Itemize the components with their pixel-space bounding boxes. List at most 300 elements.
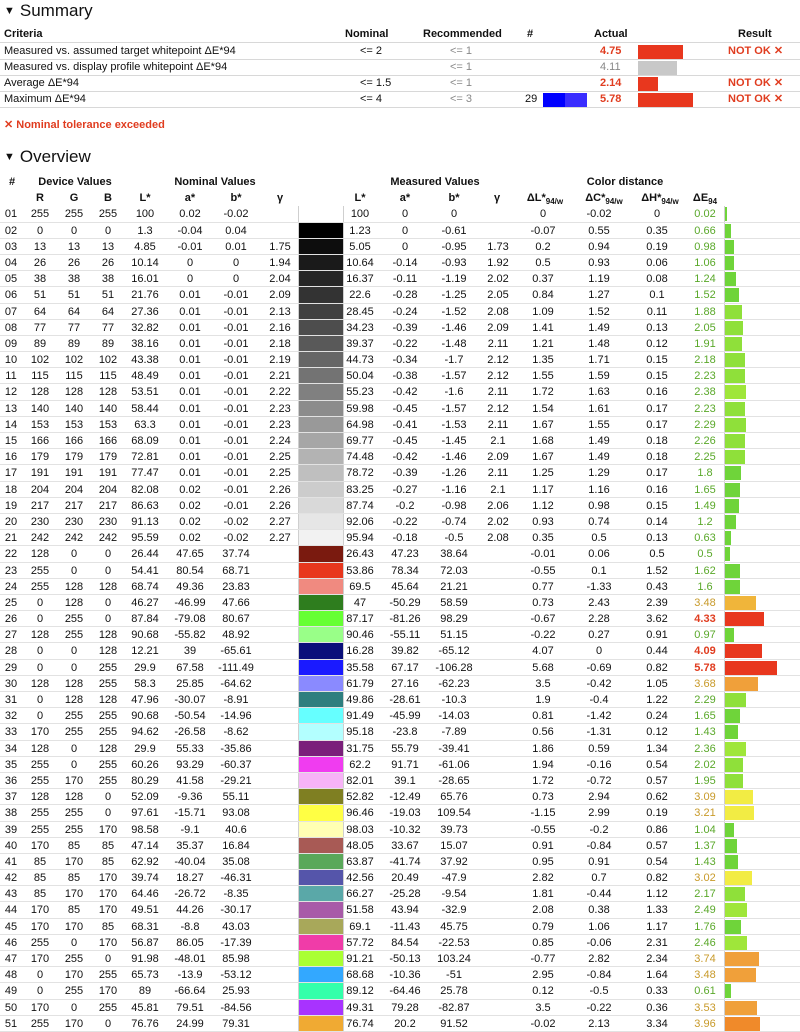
delta-H: 0.57: [646, 839, 668, 852]
nominal-b: -8.62: [223, 726, 249, 739]
delta-C: 2.13: [588, 1017, 610, 1030]
nominal-L: 90.68: [131, 710, 159, 723]
measured-b: -0.95: [441, 240, 467, 253]
device-b: 255: [98, 758, 118, 771]
device-r: 0: [36, 694, 44, 706]
measured-a: -10.32: [389, 823, 421, 836]
device-g: 0: [70, 224, 78, 237]
delta-e-bar: [725, 774, 743, 788]
overview-row: [0, 206, 800, 222]
nominal-color-swatch: [298, 287, 343, 303]
delta-e-bar: [725, 968, 756, 982]
delta-C: 0.27: [588, 629, 610, 642]
nominal-gamma: 2.27: [269, 515, 291, 528]
nominal-b: -0.02: [223, 515, 249, 528]
measured-L: 74.48: [346, 451, 374, 464]
measured-b: 91.52: [440, 1017, 468, 1030]
nominal-a: -66.64: [174, 985, 206, 998]
nominal-a: 86.05: [176, 936, 204, 949]
device-r: 128: [30, 742, 50, 755]
overview-row: [0, 546, 800, 562]
measured-a: -0.14: [392, 256, 418, 269]
summary-toggle[interactable]: [0, 0, 800, 22]
measured-a: 45.64: [391, 580, 419, 593]
measured-L: 22.6: [349, 289, 371, 302]
overview-row: [0, 1016, 800, 1032]
delta-E: 1.62: [694, 564, 716, 577]
device-r: 255: [30, 758, 50, 771]
device-r: 170: [30, 726, 50, 739]
nominal-a: 0: [186, 256, 194, 269]
col-a: a*: [184, 192, 196, 205]
device-g: 255: [64, 823, 84, 836]
delta-L: 1.81: [532, 888, 554, 901]
delta-E: 2.23: [694, 370, 716, 383]
delta-e-bar: [725, 855, 738, 869]
delta-e-bar: [725, 612, 764, 626]
nominal-tolerance-note: ✕ Nominal tolerance exceeded: [4, 119, 165, 131]
patch-number: 01: [4, 208, 18, 221]
device-g: 179: [64, 451, 84, 464]
device-r: 255: [30, 1017, 50, 1030]
device-g: 128: [64, 791, 84, 804]
delta-H: 0.16: [646, 386, 668, 399]
delta-e-bar: [725, 256, 734, 270]
device-b: 0: [104, 224, 112, 237]
delta-C: -0.16: [586, 758, 612, 771]
nominal-b: -0.01: [223, 305, 249, 318]
delta-E: 1.65: [694, 710, 716, 723]
device-r: 128: [30, 677, 50, 690]
overview-row: [0, 611, 800, 627]
delta-H: 1.05: [646, 677, 668, 690]
measured-a: 43.94: [391, 904, 419, 917]
patch-number: 27: [4, 629, 18, 642]
measured-L: 76.74: [346, 1017, 374, 1030]
nominal-a: -13.9: [177, 969, 203, 982]
delta-C: 0: [595, 645, 603, 658]
device-g: 26: [67, 256, 81, 269]
nominal-cell: <= 1.5: [360, 77, 392, 89]
delta-L: 1.67: [532, 418, 554, 431]
measured-a: -10.36: [389, 969, 421, 982]
overview-column-header-row: [0, 190, 800, 206]
device-r: 85: [33, 872, 47, 885]
device-b: 242: [98, 532, 118, 545]
nominal-gamma: 2.25: [269, 467, 291, 480]
device-r: 128: [30, 548, 50, 561]
result-status: NOT OK ✕: [728, 93, 784, 105]
delta-H: 0.15: [646, 370, 668, 383]
delta-L: 2.95: [532, 969, 554, 982]
delta-C: 0.7: [591, 872, 607, 885]
delta-H: 0.15: [646, 499, 668, 512]
nominal-a: 0: [186, 273, 194, 286]
delta-H: 1.17: [646, 920, 668, 933]
device-r: 255: [30, 774, 50, 787]
overview-row: [0, 1000, 800, 1016]
measured-L: 82.01: [346, 774, 374, 787]
delta-L: 4.07: [532, 645, 554, 658]
delta-L: 1.21: [532, 337, 554, 350]
device-b: 166: [98, 435, 118, 447]
delta-e-bar: [725, 224, 731, 238]
patch-number: 25: [4, 596, 18, 609]
measured-b: 39.73: [440, 823, 468, 836]
overview-toggle[interactable]: [0, 146, 91, 168]
device-b: 0: [104, 807, 112, 820]
nominal-b: -0.01: [223, 386, 249, 399]
nominal-b: -17.39: [220, 936, 252, 949]
measured-b: -0.98: [441, 499, 467, 512]
device-r: 0: [36, 596, 44, 609]
nominal-color-swatch: [298, 530, 343, 546]
measured-a: 33.67: [391, 839, 419, 852]
delta-L: -0.55: [530, 564, 556, 577]
delta-H: 0.43: [646, 580, 668, 593]
col-ma: a*: [399, 192, 411, 205]
delta-H: 0.16: [646, 483, 668, 496]
overview-row: [0, 708, 800, 724]
summary-row: [0, 75, 800, 91]
device-r: 128: [30, 386, 50, 399]
delta-L: 0.79: [532, 920, 554, 933]
nominal-b: 25.93: [222, 985, 250, 998]
nominal-color-swatch: [298, 643, 343, 659]
measured-b: -62.23: [438, 677, 470, 690]
nominal-a: -0.04: [177, 224, 203, 237]
device-b: 26: [101, 256, 115, 269]
actual-value: 4.11: [600, 61, 621, 73]
actual-bar: [638, 45, 683, 59]
delta-L: 0.95: [532, 855, 554, 868]
overview-row: [0, 951, 800, 967]
nominal-a: 24.99: [176, 1017, 204, 1030]
nominal-b: 0.04: [225, 224, 247, 237]
nominal-color-swatch: [298, 514, 343, 530]
collapse-triangle-icon[interactable]: ▼: [4, 5, 15, 17]
measured-L: 78.72: [346, 467, 374, 480]
measured-L: 69.5: [349, 580, 371, 593]
patch-number: 07: [4, 305, 18, 318]
patch-number: 06: [4, 289, 18, 302]
nominal-a: 0.01: [179, 370, 201, 383]
nominal-L: 46.27: [131, 596, 159, 609]
nominal-b: -0.01: [223, 289, 249, 302]
overview-group-header-row: [0, 174, 800, 190]
actual-bar: [638, 93, 693, 107]
delta-e-bar: [725, 531, 731, 545]
measured-a: -11.43: [389, 920, 421, 933]
delta-C: -0.22: [586, 1001, 612, 1014]
measured-a: -50.13: [389, 953, 421, 965]
delta-L: 0.12: [532, 985, 554, 998]
nominal-a: 39: [183, 645, 197, 658]
delta-E: 2.25: [694, 451, 716, 464]
delta-L: 1.67: [532, 451, 554, 464]
delta-e-bar: [725, 547, 730, 561]
device-b: 170: [98, 823, 118, 836]
device-g: 0: [70, 936, 78, 949]
nominal-b: -0.01: [223, 354, 249, 367]
delta-E: 1.91: [694, 337, 716, 350]
device-g: 140: [64, 402, 84, 415]
overview-row: [0, 449, 800, 465]
measured-a: -0.39: [392, 467, 418, 480]
delta-L: 1.55: [532, 370, 554, 383]
measured-a: -81.26: [389, 613, 421, 626]
nominal-color-swatch: [298, 595, 343, 611]
nominal-color-swatch: [298, 902, 343, 918]
measured-a: -23.8: [392, 726, 418, 739]
delta-C: 0.1: [591, 564, 607, 577]
measured-L: 35.58: [346, 661, 374, 674]
device-g: 0: [70, 645, 78, 658]
delta-H: 0.06: [646, 256, 668, 269]
delta-L: -0.55: [530, 823, 556, 836]
nominal-b: -0.01: [223, 321, 249, 334]
delta-C: -0.5: [589, 985, 609, 998]
device-r: 102: [30, 354, 50, 367]
device-b: 13: [101, 240, 115, 253]
overview-row: [0, 919, 800, 935]
delta-e-bar: [725, 369, 745, 383]
delta-E: 5.78: [694, 661, 716, 674]
result-status: NOT OK ✕: [728, 45, 784, 57]
measured-b: -39.41: [438, 742, 470, 755]
nominal-L: 10.14: [131, 256, 159, 269]
delta-C: 2.82: [588, 953, 610, 965]
device-g: 128: [64, 386, 84, 399]
nominal-L: 16.01: [131, 273, 159, 286]
measured-gamma: 2.1: [490, 435, 506, 447]
nominal-b: -84.56: [220, 1001, 252, 1014]
nominal-L: 95.59: [131, 532, 159, 545]
patch-number: 48: [4, 969, 18, 982]
measured-b: -22.53: [438, 936, 470, 949]
measured-a: -64.46: [389, 985, 421, 998]
delta-E: 1.43: [694, 855, 716, 868]
device-r: 0: [36, 645, 44, 658]
device-g: 0: [70, 742, 78, 755]
delta-e-bar: [725, 742, 746, 756]
delta-e-bar: [725, 920, 741, 934]
delta-e-bar: [725, 628, 734, 642]
nominal-color-swatch: [298, 708, 343, 724]
device-g: 170: [64, 774, 84, 787]
device-b: 51: [101, 289, 115, 302]
measured-b: -1.19: [441, 273, 467, 286]
measured-b: -0.61: [441, 224, 467, 237]
nominal-color-swatch: [298, 951, 343, 967]
device-r: 255: [30, 580, 50, 593]
delta-L: 1.12: [532, 499, 554, 512]
delta-E: 1.6: [697, 580, 713, 593]
delta-E: 1.04: [694, 823, 716, 836]
nominal-L: 60.26: [131, 758, 159, 771]
measured-b: 103.24: [437, 953, 471, 965]
delta-e-bar: [725, 677, 758, 691]
device-b: 0: [104, 564, 112, 577]
patch-number: 42: [4, 872, 18, 885]
nominal-gamma: 2.23: [269, 402, 291, 415]
nominal-b: 43.03: [222, 920, 250, 933]
measured-a: 91.71: [391, 758, 419, 771]
delta-C: 0.74: [588, 515, 610, 528]
delta-e-bar: [725, 272, 736, 286]
delta-E: 2.02: [694, 758, 716, 771]
measured-a: -28.61: [389, 694, 421, 706]
nominal-color-swatch: [298, 983, 343, 999]
measured-a: 79.28: [391, 1001, 419, 1014]
nominal-a: 18.27: [176, 872, 204, 885]
delta-H: 1.52: [646, 564, 668, 577]
overview-row: [0, 223, 800, 239]
device-b: 0: [104, 613, 112, 626]
nominal-color-swatch: [298, 773, 343, 789]
nominal-a: -48.01: [174, 953, 206, 965]
measured-b: 51.15: [440, 629, 468, 642]
device-r: 0: [36, 985, 44, 998]
device-r: 170: [30, 839, 50, 852]
device-r: 38: [33, 273, 47, 286]
nominal-L: 68.74: [131, 580, 159, 593]
device-r: 230: [30, 515, 50, 528]
measured-L: 52.82: [346, 791, 374, 804]
nominal-L: 1.3: [137, 224, 153, 237]
delta-L: 3.5: [535, 677, 551, 690]
delta-L: 0.56: [532, 726, 554, 739]
device-r: 242: [30, 532, 50, 545]
nominal-b: -46.31: [220, 872, 252, 885]
nominal-b: 80.67: [222, 613, 250, 626]
delta-H: 1.64: [646, 969, 668, 982]
nominal-b: -111.49: [218, 661, 254, 674]
delta-E: 2.46: [694, 936, 716, 949]
patch-number: 31: [4, 694, 18, 706]
device-g: 128: [64, 677, 84, 690]
measured-gamma: 2.11: [487, 386, 509, 399]
device-b: 102: [98, 354, 118, 367]
delta-C: 1.71: [588, 354, 610, 367]
delta-E: 2.26: [694, 435, 716, 447]
measured-b: 72.03: [440, 564, 468, 577]
device-g: 64: [67, 305, 81, 318]
delta-H: 2.34: [646, 953, 668, 965]
delta-L: 0.91: [532, 839, 554, 852]
measured-b: -51: [446, 969, 462, 982]
nominal-b: -53.12: [220, 969, 252, 982]
delta-e-bar: [725, 515, 736, 529]
device-g: 255: [64, 629, 84, 642]
nominal-color-swatch: [298, 271, 343, 287]
delta-H: 0.19: [646, 240, 668, 253]
patch-number: 15: [4, 435, 18, 447]
measured-b: 58.59: [440, 596, 468, 609]
nominal-b: -0.02: [223, 532, 249, 545]
nominal-color-swatch: [298, 1016, 343, 1032]
nominal-color-swatch: [298, 611, 343, 627]
recommended-cell: <= 1: [450, 61, 473, 73]
measured-a: -0.38: [392, 370, 418, 383]
patch-number: 34: [4, 742, 18, 755]
nominal-color-swatch: [298, 384, 343, 400]
overview-row: [0, 724, 800, 740]
device-r: 153: [30, 418, 50, 431]
delta-e-bar: [725, 418, 746, 432]
device-r: 179: [30, 451, 50, 464]
summary-row: [0, 43, 800, 59]
nominal-color-swatch: [298, 805, 343, 821]
device-r: 255: [30, 823, 50, 836]
device-g: 0: [70, 661, 78, 674]
nominal-gamma: 2.27: [269, 532, 291, 545]
col-dC: $\Delta C*_{94/w}$: [585, 192, 623, 207]
measured-L: 96.46: [346, 807, 374, 820]
measured-b: -1.46: [441, 321, 467, 334]
measured-b: -82.87: [438, 1001, 470, 1014]
delta-C: 1.29: [588, 467, 610, 480]
measured-b: 98.29: [440, 613, 468, 626]
measured-b: -0.93: [441, 256, 467, 269]
device-r: 85: [33, 888, 47, 901]
delta-C: 0.98: [588, 499, 610, 512]
delta-H: 0.54: [646, 855, 668, 868]
measured-a: -50.29: [389, 596, 421, 609]
delta-e-bar: [725, 903, 747, 917]
nominal-L: 4.85: [134, 240, 156, 253]
nominal-a: 0.02: [179, 499, 201, 512]
measured-gamma: 2.11: [487, 418, 509, 431]
patch-number: 33: [4, 726, 18, 739]
overview-row: [0, 514, 800, 530]
device-r: 0: [36, 661, 44, 674]
delta-H: 3.62: [646, 613, 668, 626]
delta-e-bar: [725, 936, 747, 950]
overview-table: [0, 174, 800, 1032]
delta-E: 2.29: [694, 418, 716, 431]
delta-e-bar: [725, 499, 739, 513]
delta-H: 0.19: [646, 807, 668, 820]
nominal-L: 97.61: [131, 807, 159, 820]
measured-a: -25.28: [389, 888, 421, 901]
nominal-a: 0.02: [179, 208, 201, 221]
patch-number: 30: [4, 677, 18, 690]
nominal-L: 21.76: [131, 289, 159, 302]
measured-L: 87.74: [346, 499, 374, 512]
collapse-triangle-icon[interactable]: ▼: [4, 151, 15, 163]
device-g: 255: [64, 710, 84, 723]
delta-C: 0.93: [588, 256, 610, 269]
delta-C: -0.84: [586, 969, 612, 982]
nominal-a: 41.58: [176, 774, 204, 787]
col-mgamma: γ: [493, 192, 501, 205]
device-g: 170: [64, 888, 84, 901]
delta-E: 3.48: [694, 596, 716, 609]
nominal-b: 47.66: [222, 596, 250, 609]
device-r: 140: [30, 402, 50, 415]
device-b: 0: [104, 953, 112, 965]
nominal-a: 25.85: [176, 677, 204, 690]
nominal-b: -0.01: [223, 435, 249, 447]
measured-a: -0.2: [395, 499, 415, 512]
delta-L: 1.72: [532, 774, 554, 787]
measured-L: 31.75: [346, 742, 374, 755]
delta-L: 0: [539, 208, 547, 221]
delta-e-bar: [725, 661, 777, 675]
overview-row: [0, 870, 800, 886]
patch-number: 21: [4, 532, 18, 545]
